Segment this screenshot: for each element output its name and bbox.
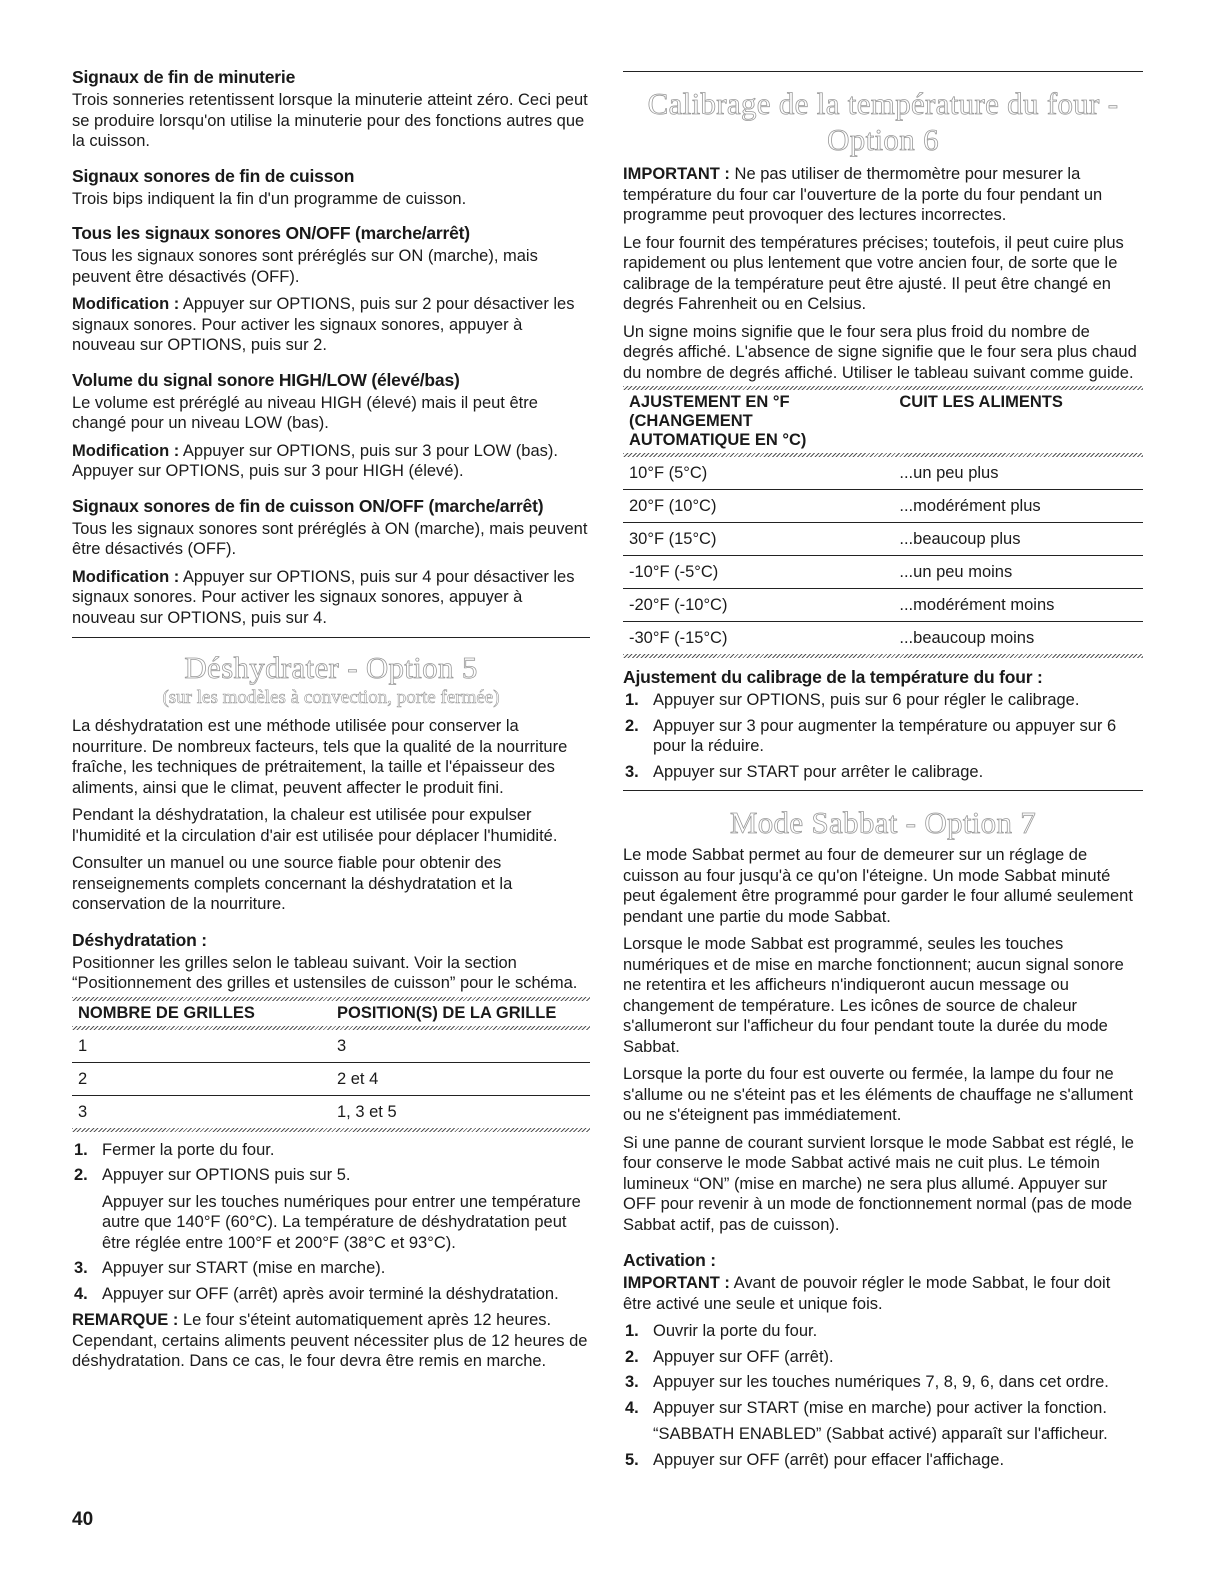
table-row (72, 1030, 590, 1063)
step-number: 4. (74, 1284, 88, 1303)
table-cell: ...un peu plus (893, 457, 1143, 490)
sabbath-paragraph: Lorsque la porte du four est ouverte ou fermée, la lampe du four ne s'allume ou ne s'éteint pas et les éléments de chauffage ne s'allument ou ne s'éteignent pas immédiatement. (623, 1065, 1133, 1124)
table-row (72, 1095, 590, 1128)
step-text: Appuyer sur START (mise en marche). (102, 1259, 386, 1277)
table-header-row (72, 1001, 590, 1026)
list-item (623, 762, 1143, 783)
page-number: 40 (72, 1509, 94, 1530)
all-signals-heading: Tous les signaux sonores ON/OFF (marche/arrêt) (72, 223, 470, 243)
table-row (72, 1062, 590, 1095)
table-cell: 20°F (10°C) (623, 490, 893, 523)
step-number: 1. (625, 1322, 639, 1340)
list-item (623, 690, 1143, 711)
table-cell: 1, 3 et 5 (337, 1102, 397, 1121)
list-item (72, 1258, 590, 1279)
dehydrate-note (72, 1310, 590, 1372)
important-text: Ne pas utiliser de thermomètre pour mesurer la température du four car l'ouverture de la porte du four pendant un programme peut provoquer des lectures incorrectes. (623, 165, 1103, 224)
step-text: Appuyer sur OFF (arrêt) pour effacer l'affichage. (653, 1450, 1005, 1469)
step-text: Appuyer sur OFF (arrêt). (653, 1347, 834, 1366)
table-cell: ...modérément moins (893, 589, 1143, 622)
table-row (623, 490, 1143, 523)
table-cell: ...modérément plus (893, 490, 1143, 523)
calibration-paragraph: Un signe moins signifie que le four sera plus froid du nombre de degrés affiché. L'absence de signe signifie que le four sera plus chaud du nombre de degrés affiché. Utiliser le tableau suivant comme guide. (623, 322, 1137, 382)
important-text: Avant de pouvoir régler le mode Sabbat, le four doit être activé une seule et unique fois. (623, 1274, 1111, 1313)
rack-position-table-body (72, 1030, 590, 1128)
list-item (623, 1347, 1143, 1368)
dehydrate-paragraph: Pendant la déshydratation, la chaleur est utilisée pour expulser l'humidité et la circulation d'air est utilisée pour déplacer l'humidité. (72, 806, 558, 845)
list-item (623, 1372, 1143, 1393)
calibration-adjust-subheading: Ajustement du calibrage de la température du four : (623, 667, 1043, 687)
modification-text: Appuyer sur OPTIONS, puis sur 3 pour LOW (bas). Appuyer sur OPTIONS, puis sur 3 pour HIGH (élevé). (72, 441, 558, 480)
table-cell: 30°F (15°C) (623, 523, 893, 556)
cook-end-signals-text: Trois bips indiquent la fin d'un programme de cuisson. (72, 189, 467, 208)
left-column (72, 66, 590, 1379)
table-header-cell: CUIT LES ALIMENTS (899, 393, 1063, 411)
rack-position-table (72, 1001, 590, 1026)
modification-text: Appuyer sur OPTIONS, puis sur 4 pour désactiver les signaux sonores. Pour activer les signaux sonores, appuyer à nouveau sur OPTIONS, puis sur 4. (72, 567, 575, 627)
table-cell: 2 (72, 1062, 331, 1095)
dehydrate-section-title: Déshydrater - Option 5 (184, 650, 478, 685)
table-row (623, 556, 1143, 589)
modification-label: Modification : (72, 295, 180, 313)
cook-end-onoff-modification (72, 567, 590, 629)
table-row (623, 589, 1143, 622)
dehydrate-paragraph: Positionner les grilles selon le tableau suivant. Voir la section “Positionnement des grilles et ustensiles de cuisson” pour le schéma. (72, 953, 578, 992)
all-signals-text: Tous les signaux sonores sont préréglés sur ON (marche), mais peuvent être désactivés (OFF). (72, 247, 538, 286)
note-text: Le four s'éteint automatiquement après 12 heures. Cependant, certains aliments peuvent nécessiter plus de 12 heures de déshydratation. Dans ce cas, le four devra être remis en marche. (72, 1311, 588, 1370)
volume-text: Le volume est préréglé au niveau HIGH (élevé) mais il peut être changé pour un niveau LOW (bas). (72, 393, 538, 432)
step-number: 3. (74, 1259, 88, 1277)
all-signals-modification (72, 294, 590, 356)
step-text: Appuyer sur START (mise en marche) pour activer la fonction. (653, 1398, 1107, 1417)
table-row (623, 457, 1143, 490)
important-label: IMPORTANT : (623, 1274, 730, 1292)
modification-text: Appuyer sur OPTIONS, puis sur 2 pour désactiver les signaux sonores. Pour activer les signaux sonores, appuyer à nouveau sur OPTIONS, puis sur 2. (72, 295, 575, 354)
table-cell: -30°F (-15°C) (629, 629, 728, 647)
cook-end-onoff-text: Tous les signaux sonores sont préréglés à ON (marche), mais peuvent être désactivés (OFF). (72, 519, 588, 558)
dehydrate-steps (72, 1140, 590, 1305)
cook-end-signals-heading: Signaux sonores de fin de cuisson (72, 165, 355, 186)
sabbath-paragraph: Le mode Sabbat permet au four de demeurer sur un réglage de cuisson au four jusqu'à ce qu'on l'éteigne. Un mode Sabbat minuté peut également être programmé pour garder le four allumé seulement pendant une partie du mode Sabbat. (623, 846, 1133, 926)
right-column (623, 71, 1143, 1476)
modification-label: Modification : (72, 441, 180, 460)
list-item (623, 1450, 1143, 1471)
activation-steps (623, 1321, 1143, 1470)
step-text: Ouvrir la porte du four. (653, 1322, 818, 1340)
table-cell: 3 (331, 1030, 590, 1063)
modification-label: Modification : (72, 567, 180, 586)
step-subtext: Appuyer sur les touches numériques pour entrer une température autre que 140°F (60°C). La température de déshydratation peut être réglée entre 100°F et 200°F (38°C et 93°C). (102, 1192, 581, 1252)
section-divider (623, 790, 1143, 791)
table-cell: ...un peu moins (893, 556, 1143, 589)
table-cell: -20°F (-10°C) (623, 589, 893, 622)
step-number: 4. (625, 1398, 639, 1417)
step-subtext: “SABBATH ENABLED” (Sabbat activé) apparaît sur l'afficheur. (653, 1425, 1108, 1443)
table-bottom-border (72, 1128, 590, 1132)
dehydration-subheading: Déshydratation : (72, 929, 207, 950)
sabbath-paragraph: Si une panne de courant survient lorsque le mode Sabbat est réglé, le four conserve le mode Sabbat activé mais ne cuit plus. Le témoin lumineux “ON” (mise en marche) ne sera plus allumé. Appuyer sur OFF pour revenir à un mode de fonctionnement normal (pas de mode Sabbat actif, pas de cuisson). (623, 1133, 1134, 1234)
sabbath-section-title: Mode Sabbat - Option 7 (729, 805, 1037, 840)
step-text: Appuyer sur START pour arrêter le calibrage. (653, 762, 984, 781)
table-header-cell: AJUSTEMENT EN °F (CHANGEMENT AUTOMATIQUE EN °C) (629, 393, 807, 449)
list-item (623, 716, 1143, 757)
table-header-cell: POSITION(S) DE LA GRILLE (337, 1003, 557, 1022)
table-cell: 10°F (5°C) (623, 457, 893, 490)
step-number: 3. (625, 1373, 639, 1391)
volume-modification (72, 441, 590, 482)
step-text: Appuyer sur 3 pour augmenter la température ou appuyer sur 6 pour la réduire. (653, 716, 1117, 755)
calibration-steps (623, 690, 1143, 782)
table-header-row (623, 390, 1143, 453)
step-number: 1. (625, 691, 639, 709)
sabbath-paragraph: Lorsque le mode Sabbat est programmé, seules les touches numériques et de mise en marche fonctionnent; aucun signal sonore ne retentira et les afficheurs n'indiqueront aucun message ou changement de température. Les icônes de source de chaleur s'allumeront sur l'afficheur du four pendant toute la durée du mode Sabbat. (623, 935, 1124, 1056)
table-cell: 2 et 4 (331, 1062, 590, 1095)
table-cell: 1 (72, 1030, 331, 1063)
table-header-cell: NOMBRE DE GRILLES (78, 1003, 255, 1022)
calibration-paragraph: Le four fournit des températures précises; toutefois, il peut cuire plus rapidement ou plus lentement que votre ancien four, de sorte que le calibrage de la température peut être ajusté. Il peut être changé en degrés Fahrenheit ou en Celsius. (623, 233, 1124, 313)
table-cell: ...beaucoup moins (899, 629, 1035, 647)
step-number: 2. (74, 1166, 88, 1184)
table-row (623, 622, 1143, 655)
dehydrate-paragraph: Consulter un manuel ou une source fiable pour obtenir des renseignements complets concernant la déshydratation et la conservation de la nourriture. (72, 854, 513, 913)
step-number: 2. (625, 1347, 639, 1366)
table-cell: 3 (78, 1102, 88, 1121)
dehydrate-paragraph: La déshydratation est une méthode utilisée pour conserver la nourriture. De nombreux facteurs, tels que la qualité de la nourriture fraîche, les techniques de prétraitement, la taille et l'épaisseur des aliments, ainsi que le climat, peuvent affecter le produit fini. (72, 717, 568, 797)
cook-end-onoff-heading: Signaux sonores de fin de cuisson ON/OFF (marche/arrêt) (72, 495, 544, 516)
table-bottom-border (623, 654, 1143, 658)
table-cell: -10°F (-5°C) (623, 556, 893, 589)
table-cell: ...beaucoup plus (893, 523, 1143, 556)
section-divider (623, 71, 1143, 72)
step-text: Appuyer sur les touches numériques 7, 8, 9, 6, dans cet ordre. (653, 1373, 1109, 1391)
dehydrate-section-subtitle: (sur les modèles à convection, porte fermée) (162, 687, 500, 708)
list-item (623, 1321, 1143, 1342)
step-text: Fermer la porte du four. (102, 1140, 275, 1159)
sabbath-important (623, 1273, 1143, 1314)
important-label: IMPORTANT : (623, 165, 730, 183)
step-number: 2. (625, 716, 639, 735)
calibration-section-title: Calibrage de la température du four - Option 6 (647, 86, 1119, 157)
activation-subheading: Activation : (623, 1250, 716, 1270)
calibration-table-head (623, 390, 1143, 453)
step-text: Appuyer sur OPTIONS, puis sur 6 pour régler le calibrage. (653, 691, 1080, 709)
step-number: 5. (625, 1450, 639, 1469)
table-row (623, 523, 1143, 556)
list-item (72, 1140, 590, 1161)
timer-signals-heading: Signaux de fin de minuterie (72, 67, 296, 87)
volume-heading: Volume du signal sonore HIGH/LOW (élevé/bas) (72, 369, 460, 390)
calibration-table (623, 457, 1143, 654)
step-text: Appuyer sur OFF (arrêt) après avoir terminé la déshydratation. (102, 1284, 559, 1303)
calibration-important (623, 164, 1143, 226)
timer-signals-text: Trois sonneries retentissent lorsque la minuterie atteint zéro. Ceci peut se produire lorsqu'on utilise la minuterie pour des fonctions autres que la cuisson. (72, 91, 588, 150)
note-label: REMARQUE : (72, 1311, 179, 1329)
section-divider (72, 637, 590, 638)
list-item (623, 1398, 1143, 1445)
step-text: Appuyer sur OPTIONS puis sur 5. (102, 1166, 351, 1184)
list-item (72, 1165, 590, 1253)
list-item (72, 1284, 590, 1305)
step-number: 3. (625, 762, 639, 781)
step-number: 1. (74, 1140, 88, 1159)
